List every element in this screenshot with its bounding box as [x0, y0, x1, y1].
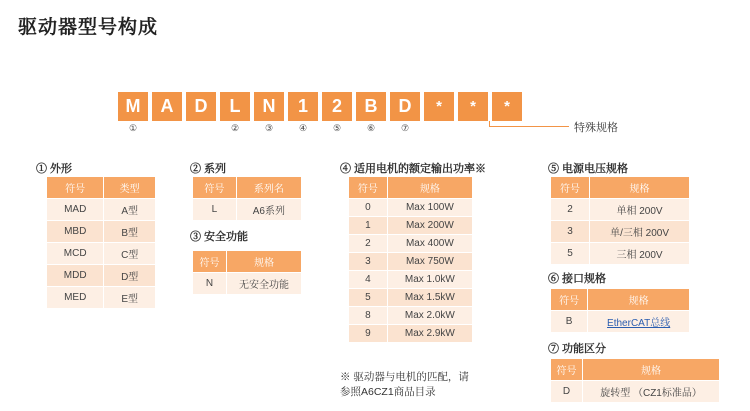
table-cell: MED: [47, 287, 104, 309]
section-heading-voltage: ⑤ 电源电压规格: [548, 163, 629, 175]
code-index-7: ⑥: [366, 123, 376, 133]
code-box-6: 2: [322, 92, 352, 121]
section-heading-shape: ① 外形: [36, 163, 73, 175]
table-row: [193, 273, 302, 295]
table-cell: 2: [551, 199, 590, 221]
col-header-1: 规格: [387, 177, 472, 199]
code-box-2: D: [186, 92, 216, 121]
col-header-0: 符号: [349, 177, 388, 199]
note-line: 参照A6CZ1商品目录: [340, 386, 436, 398]
table-row: [349, 217, 473, 235]
table-cell: A型: [104, 199, 156, 221]
link-text[interactable]: EtherCAT总线: [607, 318, 671, 329]
table-row: [349, 325, 473, 343]
code-index-3: ②: [230, 123, 240, 133]
table-cell: B: [551, 311, 588, 333]
power-note: [340, 370, 530, 400]
code-index-5: ④: [298, 123, 308, 133]
table-cell: 9: [349, 325, 388, 343]
table-cell: MAD: [47, 199, 104, 221]
table-cell: MBD: [47, 221, 104, 243]
table-cell: 无安全功能: [227, 273, 302, 295]
table-cell: E型: [104, 287, 156, 309]
table-cell: [588, 311, 690, 333]
table-row: [349, 307, 473, 325]
table-cell: Max 200W: [387, 217, 472, 235]
table-cell: Max 2.0kW: [387, 307, 472, 325]
code-box-1: A: [152, 92, 182, 121]
code-index-4: ③: [264, 123, 274, 133]
col-header-1: 系列名: [236, 177, 301, 199]
table-cell: MCD: [47, 243, 104, 265]
col-header-0: 符号: [193, 251, 227, 273]
code-box-7: B: [356, 92, 386, 121]
col-header-0: 符号: [47, 177, 104, 199]
note-line: ※ 驱动器与电机的匹配，请: [340, 371, 469, 383]
table-cell: Max 1.0kW: [387, 271, 472, 289]
table-cell: C型: [104, 243, 156, 265]
table-cell: B型: [104, 221, 156, 243]
table-row: [349, 271, 473, 289]
col-header-0: 符号: [551, 177, 590, 199]
section-heading-interface: ⑥ 接口规格: [548, 273, 607, 285]
table-row: [47, 265, 156, 287]
code-box-11: *: [492, 92, 522, 121]
table-row: [47, 287, 156, 309]
model-code-indices: [118, 123, 522, 134]
code-index-0: ①: [128, 123, 138, 133]
table-series: [192, 176, 302, 221]
page-title: 驱动器型号构成: [18, 17, 159, 38]
code-index-6: ⑤: [332, 123, 342, 133]
table-cell: 8: [349, 307, 388, 325]
table-row: [551, 381, 720, 403]
section-heading-safety: ③ 安全功能: [190, 231, 249, 243]
table-cell: Max 1.5kW: [387, 289, 472, 307]
table-cell: L: [193, 199, 237, 221]
table-cell: A6系列: [236, 199, 301, 221]
table-cell: Max 100W: [387, 199, 472, 217]
table-interface: [550, 288, 690, 333]
col-header-1: 规格: [588, 289, 690, 311]
table-shape: [46, 176, 156, 309]
table-cell: Max 750W: [387, 253, 472, 271]
col-header-0: 符号: [551, 359, 583, 381]
special-spec-leader-line: [489, 126, 569, 127]
table-row: [551, 243, 690, 265]
table-cell: 2: [349, 235, 388, 253]
table-power: [348, 176, 473, 343]
table-cell: 单相 200V: [590, 199, 690, 221]
table-row: [349, 253, 473, 271]
table-cell: 4: [349, 271, 388, 289]
code-box-8: D: [390, 92, 420, 121]
table-cell: 0: [349, 199, 388, 217]
table-row: [47, 199, 156, 221]
code-index-8: ⑦: [400, 123, 410, 133]
col-header-0: 符号: [193, 177, 237, 199]
table-row: [349, 199, 473, 217]
table-row: [47, 221, 156, 243]
code-box-0: M: [118, 92, 148, 121]
section-heading-series: ② 系列: [190, 163, 227, 175]
col-header-1: 规格: [590, 177, 690, 199]
table-row: [193, 199, 302, 221]
table-cell: N: [193, 273, 227, 295]
col-header-0: 符号: [551, 289, 588, 311]
code-box-9: *: [424, 92, 454, 121]
col-header-1: 类型: [104, 177, 156, 199]
code-box-4: N: [254, 92, 284, 121]
code-box-10: *: [458, 92, 488, 121]
table-cell: 旋转型 （CZ1标准品）: [583, 381, 720, 403]
table-cell: D型: [104, 265, 156, 287]
table-row: [551, 311, 690, 333]
code-box-3: L: [220, 92, 250, 121]
table-row: [47, 243, 156, 265]
table-row: [349, 235, 473, 253]
table-cell: 单/三相 200V: [590, 221, 690, 243]
table-cell: 1: [349, 217, 388, 235]
table-row: [551, 199, 690, 221]
table-function: [550, 358, 720, 403]
section-heading-power: ④ 适用电机的额定输出功率※: [340, 163, 487, 175]
table-cell: 3: [349, 253, 388, 271]
table-voltage: [550, 176, 690, 265]
col-header-1: 规格: [583, 359, 720, 381]
special-spec-label: 特殊规格: [574, 122, 618, 134]
col-header-1: 规格: [227, 251, 302, 273]
table-cell: Max 2.9kW: [387, 325, 472, 343]
table-row: [349, 289, 473, 307]
table-row: [551, 221, 690, 243]
table-cell: 3: [551, 221, 590, 243]
table-cell: 三相 200V: [590, 243, 690, 265]
table-cell: MDD: [47, 265, 104, 287]
table-cell: Max 400W: [387, 235, 472, 253]
model-code-row: [118, 92, 522, 121]
table-safety: [192, 250, 302, 295]
code-box-5: 1: [288, 92, 318, 121]
table-cell: 5: [349, 289, 388, 307]
section-heading-function: ⑦ 功能区分: [548, 343, 607, 355]
table-cell: D: [551, 381, 583, 403]
table-cell: 5: [551, 243, 590, 265]
